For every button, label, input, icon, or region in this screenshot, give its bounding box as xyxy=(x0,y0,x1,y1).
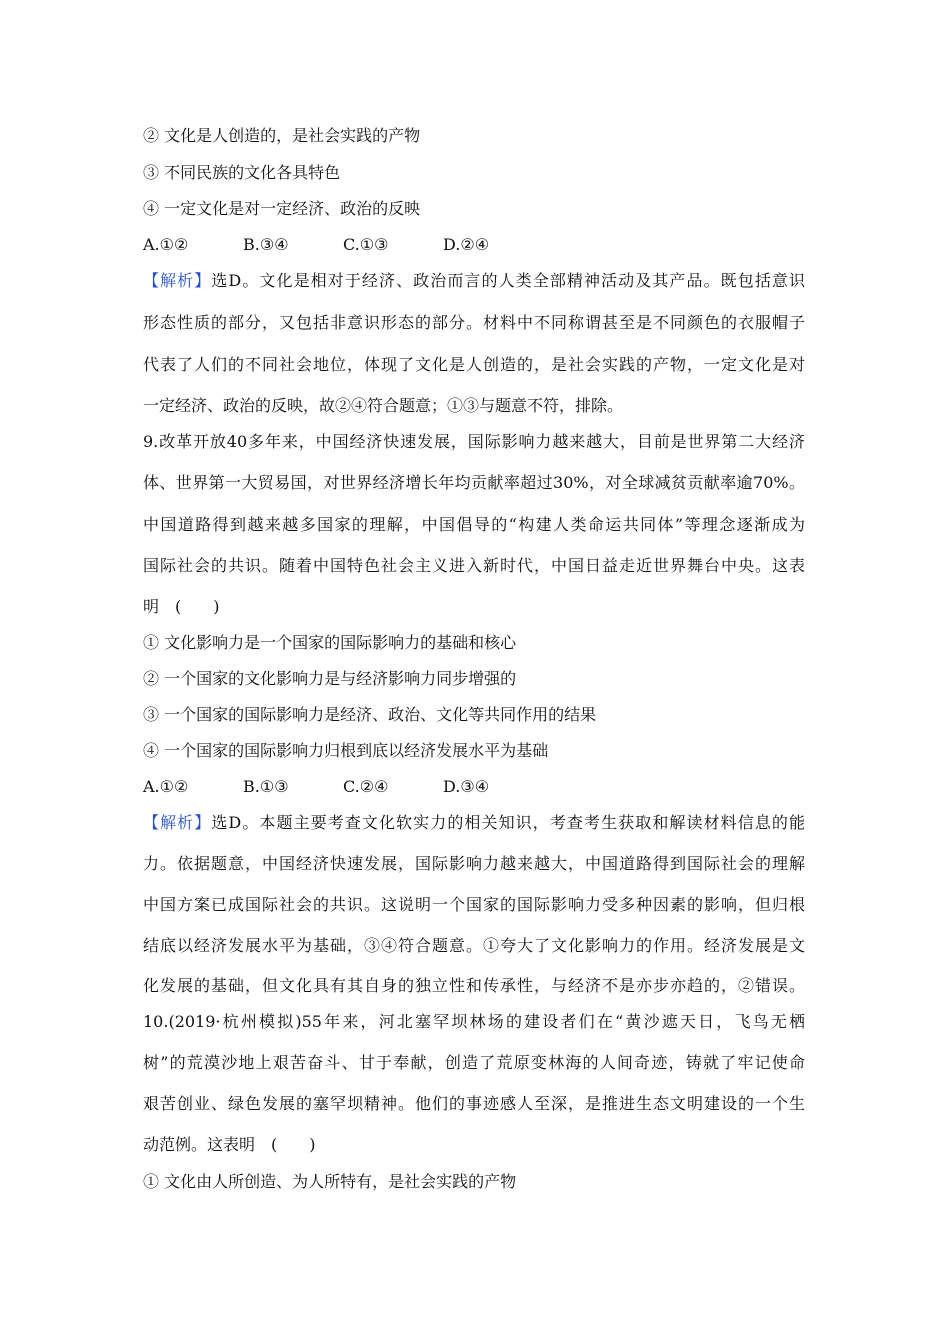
q9-option-3: ③ 一个国家的国际影响力是经济、政治、文化等共同作用的结果 xyxy=(143,705,597,724)
q10-stem-line-4: 动范例。这表明 ( ) xyxy=(143,1135,316,1154)
q9-analysis-line-1: 【解析】选D。本题主要考查文化软实力的相关知识，考查考生获取和解读材料信息的能 xyxy=(143,813,805,832)
q8-choices xyxy=(143,235,489,255)
q8-choice-b: B.③④ xyxy=(243,235,289,254)
q9-option-2: ② 一个国家的文化影响力是与经济影响力同步增强的 xyxy=(143,669,517,688)
analysis-tag: 【解析】 xyxy=(143,271,212,290)
q9-analysis-line-2: 力。依据题意，中国经济快速发展，国际影响力越来越大，中国道路得到国际社会的理解 xyxy=(143,854,805,873)
q8-option-2: ② 文化是人创造的，是社会实践的产物 xyxy=(143,126,421,145)
q9-choice-b: B.①③ xyxy=(243,777,289,796)
q9-option-1: ① 文化影响力是一个国家的国际影响力的基础和核心 xyxy=(143,633,517,652)
q8-analysis-line-1: 【解析】选D。文化是相对于经济、政治而言的人类全部精神活动及其产品。既包括意识 xyxy=(143,271,805,290)
q8-analysis-line-4: 一定经济、政治的反映，故②④符合题意；①③与题意不符，排除。 xyxy=(143,396,624,415)
q8-choice-a: A.①② xyxy=(143,235,189,254)
q9-stem-line-1: 9.改革开放40多年来，中国经济快速发展，国际影响力越来越大，目前是世界第二大经济 xyxy=(143,432,805,451)
q9-choice-d: D.③④ xyxy=(443,777,490,796)
q8-option-4: ④ 一定文化是对一定经济、政治的反映 xyxy=(143,199,421,218)
q8-option-3: ③ 不同民族的文化各具特色 xyxy=(143,163,341,182)
q8-analysis-line-3: 代表了人们的不同社会地位，体现了文化是人创造的，是社会实践的产物，一定文化是对 xyxy=(143,355,805,374)
q9-analysis-line-4: 结底以经济发展水平为基础，③④符合题意。①夸大了文化影响力的作用。经济发展是文 xyxy=(143,936,805,955)
q10-stem-line-1: 10.(2019·杭州模拟)55年来，河北塞罕坝林场的建设者们在“黄沙遮天日，飞鸟无栖 xyxy=(143,1012,805,1031)
q10-option-1: ① 文化由人所创造、为人所特有，是社会实践的产物 xyxy=(143,1172,517,1191)
q9-stem-line-5: 明 ( ) xyxy=(143,597,220,616)
q9-analysis-line-3: 中国方案已成国际社会的共识。这说明一个国家的国际影响力受多种因素的影响，但归根 xyxy=(143,895,805,914)
q9-choices xyxy=(143,777,489,797)
q8-choice-c: C.①③ xyxy=(343,235,389,254)
q9-stem-line-4: 国际社会的共识。随着中国特色社会主义进入新时代，中国日益走近世界舞台中央。这表 xyxy=(143,556,805,575)
q9-choice-c: C.②④ xyxy=(343,777,389,796)
q9-analysis-line-5: 化发展的基础，但文化具有其自身的独立性和传承性，与经济不是亦步亦趋的，②错误。 xyxy=(143,976,805,995)
q10-stem-line-3: 艰苦创业、绿色发展的塞罕坝精神。他们的事迹感人至深，是推进生态文明建设的一个生 xyxy=(143,1094,805,1113)
q10-stem-line-2: 树”的荒漠沙地上艰苦奋斗、甘于奉献，创造了荒原变林海的人间奇迹，铸就了牢记使命 xyxy=(143,1053,805,1072)
q9-option-4: ④ 一个国家的国际影响力归根到底以经济发展水平为基础 xyxy=(143,741,549,760)
analysis-tag: 【解析】 xyxy=(143,813,212,832)
q9-stem-line-2: 体、世界第一大贸易国，对世界经济增长年均贡献率超过30%，对全球减贫贡献率逾70%。 xyxy=(143,473,805,492)
q8-analysis-line-2: 形态性质的部分，又包括非意识形态的部分。材料中不同称谓甚至是不同颜色的衣服帽子 xyxy=(143,313,805,332)
q9-stem-line-3: 中国道路得到越来越多国家的理解，中国倡导的“构建人类命运共同体”等理念逐渐成为 xyxy=(143,515,805,534)
q8-choice-d: D.②④ xyxy=(443,235,490,254)
q9-choice-a: A.①② xyxy=(143,777,189,796)
